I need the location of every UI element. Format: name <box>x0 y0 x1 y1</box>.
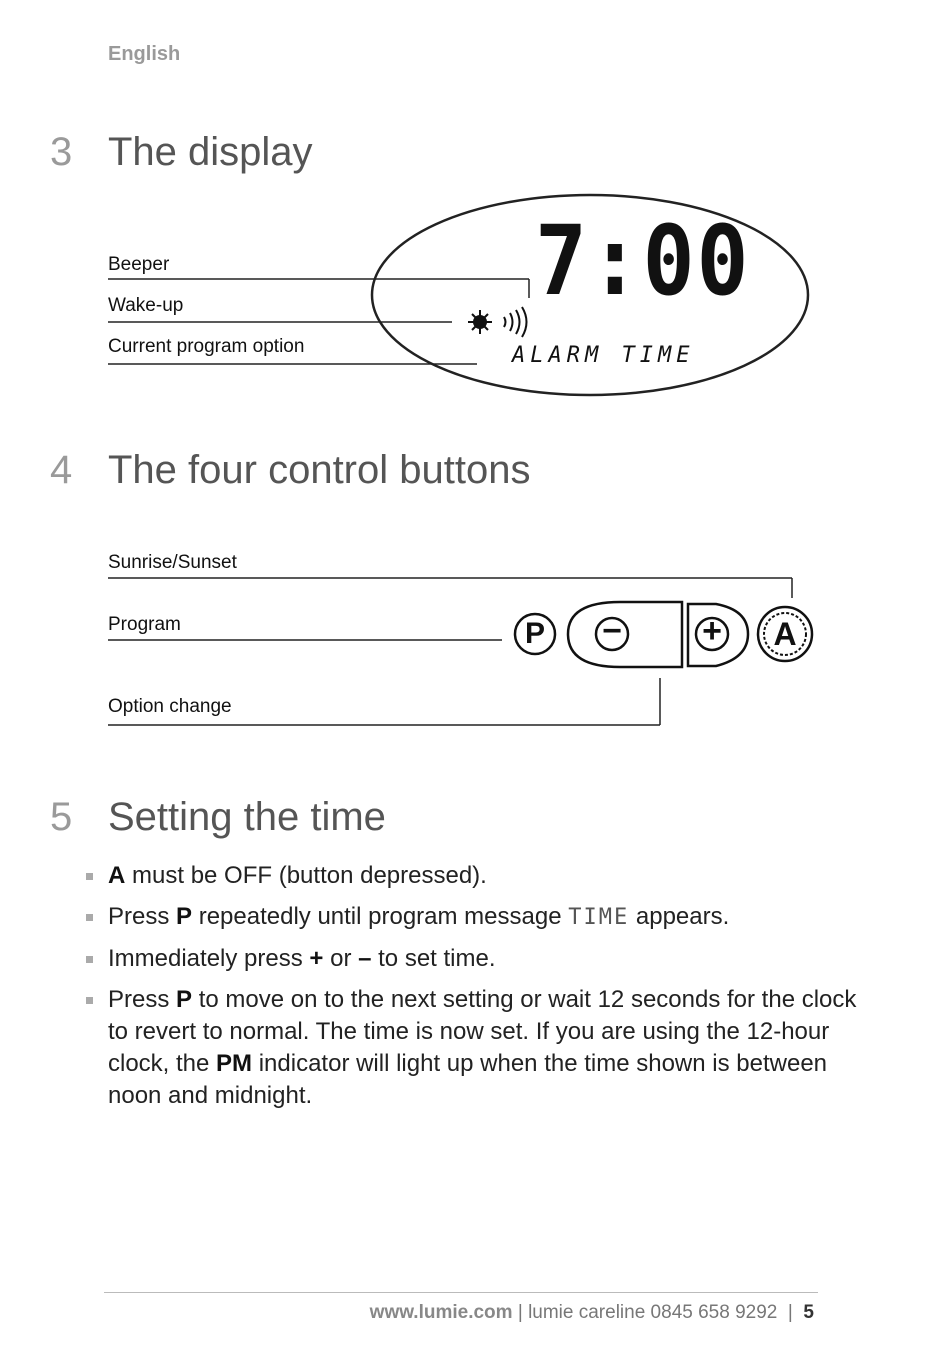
footer-separator: | <box>782 1302 804 1323</box>
footer-careline: lumie careline 0845 658 9292 <box>528 1302 778 1323</box>
item-text: Press <box>108 986 177 1013</box>
bullet-marker <box>86 956 93 963</box>
section-number: 5 <box>50 795 73 839</box>
language-label: English <box>108 43 181 65</box>
footer <box>370 1302 814 1324</box>
bold-key: – <box>358 945 372 972</box>
lcd-time: 7:00 <box>535 205 751 317</box>
bold-key: P <box>176 903 193 930</box>
p-button-glyph: P <box>525 617 546 650</box>
item-text: to move on to the next setting or wait 12 seconds for the clock to revert to normal. The time is now set. If you are using the 12-hour clock, the <box>108 986 857 1077</box>
bullet-marker <box>86 914 93 921</box>
section-title: The display <box>108 130 313 174</box>
section-number: 4 <box>50 448 73 492</box>
item-text: or <box>323 945 359 972</box>
wakeup-label: Wake-up <box>108 295 184 316</box>
list-item <box>86 901 866 934</box>
program-option-label: Current program option <box>108 336 305 357</box>
footer-separator: | <box>517 1302 529 1323</box>
option-change-label: Option change <box>108 696 232 717</box>
bold-key: A <box>108 862 126 889</box>
list-item <box>86 943 866 975</box>
bullet-marker <box>86 873 93 880</box>
a-button-glyph: A <box>773 616 797 652</box>
section-title: Setting the time <box>108 795 386 839</box>
item-text: Press <box>108 903 177 930</box>
lcd-message: ALARM TIME <box>512 343 695 368</box>
bold-key: PM <box>216 1050 253 1077</box>
section-title: The four control buttons <box>108 448 531 492</box>
item-text: appears. <box>629 903 730 930</box>
section-number: 3 <box>50 130 73 174</box>
list-item <box>86 860 866 892</box>
item-text: Immediately press <box>108 945 310 972</box>
page-number: 5 <box>803 1302 814 1323</box>
item-text: must be OFF (button depressed). <box>125 862 487 889</box>
plus-button-glyph: + <box>702 612 722 650</box>
minus-button-glyph: − <box>602 612 622 650</box>
beeper-label: Beeper <box>108 254 170 275</box>
item-text: repeatedly until program message <box>192 903 569 930</box>
item-text: to set time. <box>371 945 496 972</box>
footer-divider <box>104 1292 818 1293</box>
program-label: Program <box>108 614 181 635</box>
minus-button <box>568 602 682 667</box>
footer-website[interactable]: www.lumie.com <box>369 1302 513 1323</box>
bold-key: P <box>176 986 193 1013</box>
list-item <box>86 984 866 1112</box>
lcd-message-inline: TIME <box>568 905 630 930</box>
instruction-list <box>86 860 866 1121</box>
bullet-marker <box>86 997 93 1004</box>
item-text: indicator will light up when the time shown is between noon and midnight. <box>108 1050 828 1109</box>
bold-key: + <box>309 945 324 972</box>
sunrise-sunset-label: Sunrise/Sunset <box>108 552 237 573</box>
